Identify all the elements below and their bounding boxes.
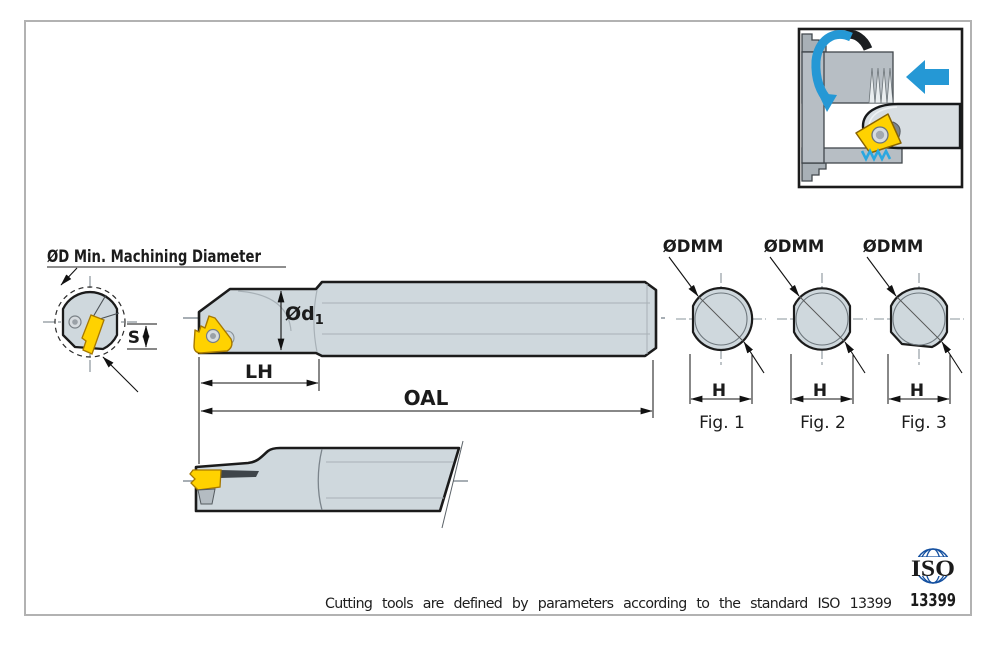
top-view-clamp	[198, 489, 215, 504]
title-min-machining-diameter: ØD Min. Machining Diameter	[47, 247, 262, 267]
fig2-h-label: H	[812, 381, 828, 401]
tool-side-view	[183, 282, 668, 356]
fig1-dmm-label: ØDMM	[662, 237, 724, 256]
end-view-screw-socket	[72, 319, 78, 325]
insert-seat-slot	[220, 470, 259, 478]
fig3-caption: Fig. 3	[901, 413, 947, 433]
iso-standard-note: Cutting tools are defined by parameters according to the standard ISO 13399	[325, 596, 893, 612]
insert-torx-socket	[210, 333, 216, 339]
fig2-dmm-label: ØDMM	[763, 237, 825, 256]
fig3-dmm-label: ØDMM	[862, 237, 924, 256]
top-view-insert	[190, 470, 221, 490]
fig1-caption: Fig. 1	[699, 413, 745, 433]
s-label: S	[127, 328, 140, 348]
fig1-h-label: H	[711, 381, 727, 401]
iso-logo-number: 13399	[910, 591, 956, 611]
iso-13399-logo	[910, 549, 956, 611]
tool-body	[199, 282, 656, 356]
d1-label-subscript: 1	[314, 313, 324, 328]
oal-label: OAL	[403, 386, 449, 410]
d1-label-base: Ød	[285, 303, 315, 325]
inset-torx-socket	[876, 131, 884, 139]
machining-operation-inset	[799, 29, 962, 187]
iso-logo-text: ISO	[911, 556, 955, 581]
fig3-h-label: H	[909, 381, 925, 401]
fig2-caption: Fig. 2	[800, 413, 846, 433]
lh-label: LH	[244, 361, 274, 383]
